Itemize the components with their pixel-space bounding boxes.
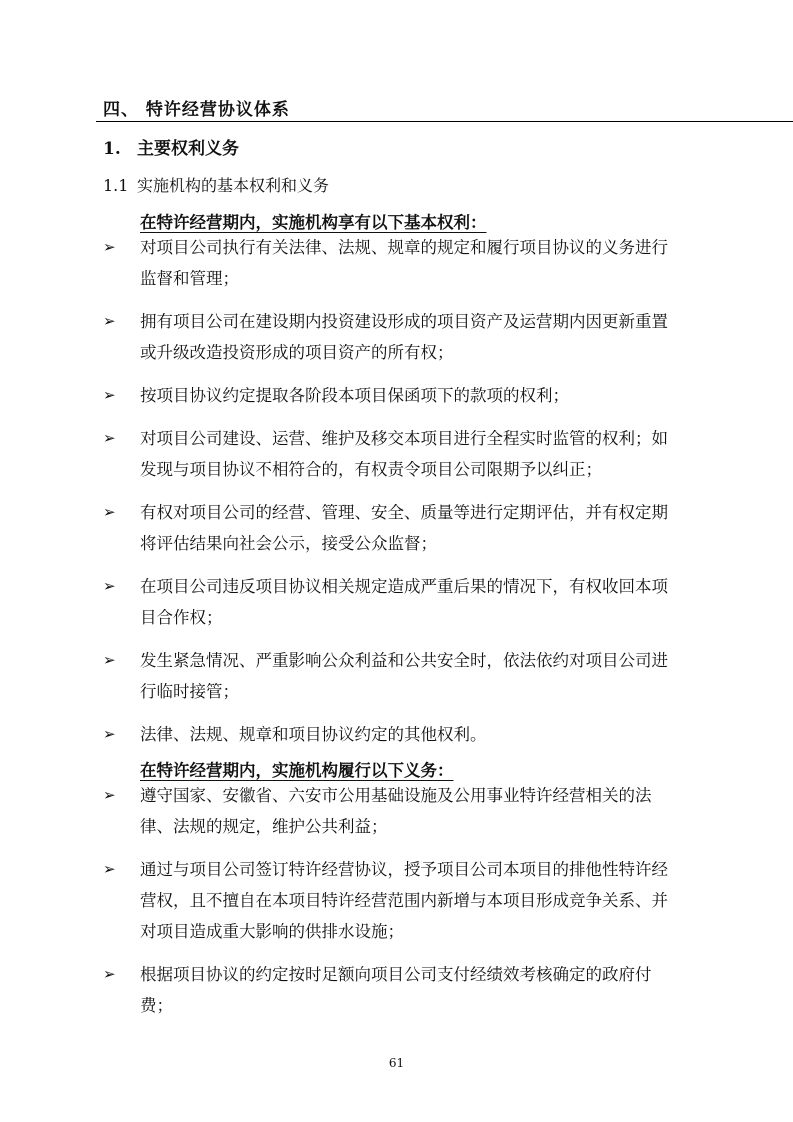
rights-heading: 在特许经营期内，实施机构享有以下基本权利： xyxy=(140,213,487,232)
arrow-bullet-icon: ➢ xyxy=(103,651,116,669)
section-title: 四、 特许经营协议体系 xyxy=(103,100,290,120)
list-item xyxy=(103,645,673,707)
list-item-text: 按项目协议约定提取各阶段本项目保函项下的款项的权利； xyxy=(140,386,569,405)
list-item-text: 对项目公司建设、运营、维护及移交本项目进行全程实时监管的权利；如发现与项目协议不相符合的，有权责令项目公司限期予以纠正； xyxy=(140,429,668,479)
list-item-text: 通过与项目公司签订特许经营协议，授予项目公司本项目的排他性特许经营权，且不擅自在本项目特许经营范围内新增与本项目形成竞争关系、并对项目造成重大影响的供排水设施； xyxy=(140,860,668,941)
arrow-bullet-icon: ➢ xyxy=(103,312,116,330)
obligations-list xyxy=(103,780,673,1033)
list-item xyxy=(103,780,673,842)
list-item-text: 法律、法规、规章和项目协议约定的其他权利。 xyxy=(140,725,487,744)
list-item xyxy=(103,959,673,1021)
subsubsection-heading xyxy=(103,173,329,196)
subsubsection-title: 实施机构的基本权利和义务 xyxy=(137,176,330,195)
obligations-heading: 在特许经营期内，实施机构履行以下义务： xyxy=(140,761,454,780)
subsection-heading xyxy=(103,134,239,159)
arrow-bullet-icon: ➢ xyxy=(103,786,116,804)
arrow-bullet-icon: ➢ xyxy=(103,429,116,447)
heading-rule xyxy=(96,121,793,122)
list-item xyxy=(103,306,673,368)
list-item xyxy=(103,423,673,485)
list-item xyxy=(103,380,673,411)
subsection-number: 1. xyxy=(103,139,121,159)
arrow-bullet-icon: ➢ xyxy=(103,238,116,256)
subsubsection-number: 1.1 xyxy=(103,176,129,195)
list-item xyxy=(103,854,673,947)
arrow-bullet-icon: ➢ xyxy=(103,725,116,743)
arrow-bullet-icon: ➢ xyxy=(103,965,116,983)
list-item xyxy=(103,232,673,294)
arrow-bullet-icon: ➢ xyxy=(103,503,116,521)
list-item-text: 对项目公司执行有关法律、法规、规章的规定和履行项目协议的义务进行监督和管理； xyxy=(140,238,668,288)
rights-list xyxy=(103,232,673,762)
arrow-bullet-icon: ➢ xyxy=(103,860,116,878)
list-item xyxy=(103,719,673,750)
arrow-bullet-icon: ➢ xyxy=(103,577,116,595)
list-item-text: 有权对项目公司的经营、管理、安全、质量等进行定期评估，并有权定期将评估结果向社会公示，接受公众监督； xyxy=(140,503,668,553)
list-item-text: 遵守国家、安徽省、六安市公用基础设施及公用事业特许经营相关的法律、法规的规定，维护公共利益； xyxy=(140,786,652,836)
list-item xyxy=(103,497,673,559)
page-number: 61 xyxy=(388,1056,405,1070)
list-item xyxy=(103,571,673,633)
list-item-text: 根据项目协议的约定按时足额向项目公司支付经绩效考核确定的政府付费； xyxy=(140,965,652,1015)
subsection-title: 主要权利义务 xyxy=(137,139,239,159)
list-item-text: 拥有项目公司在建设期内投资建设形成的项目资产及运营期内因更新重置或升级改造投资形成的项目资产的所有权； xyxy=(140,312,668,362)
arrow-bullet-icon: ➢ xyxy=(103,386,116,404)
list-item-text: 发生紧急情况、严重影响公众利益和公共安全时，依法依约对项目公司进行临时接管； xyxy=(140,651,668,701)
list-item-text: 在项目公司违反项目协议相关规定造成严重后果的情况下，有权收回本项目合作权； xyxy=(140,577,668,627)
